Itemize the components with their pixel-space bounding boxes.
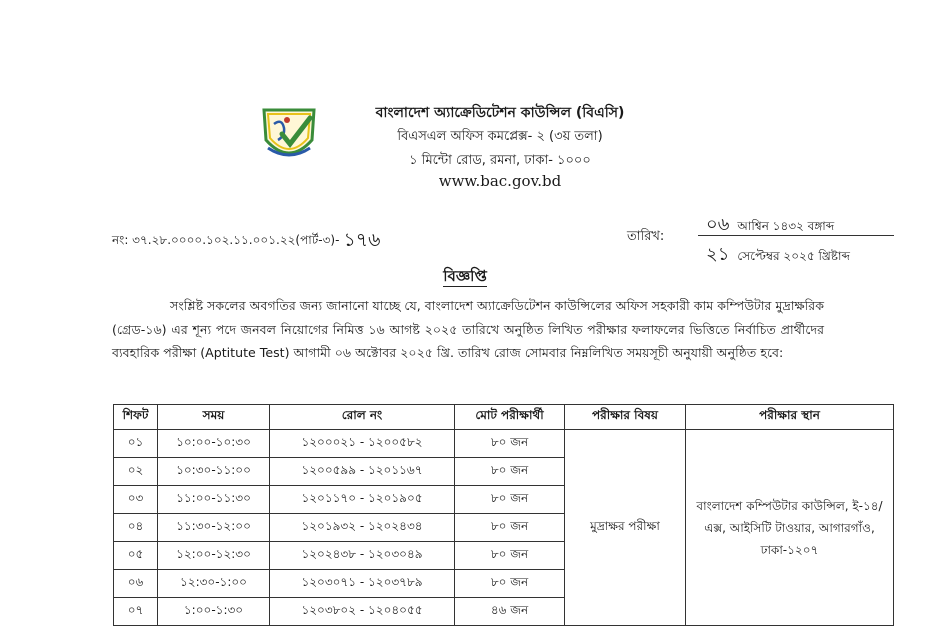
cell-subject: মুদ্রাক্ষর পরীক্ষা (565, 430, 686, 626)
cell-shift: ০২ (114, 458, 158, 486)
cell-roll: ১২০২৪৩৮ - ১২০৩০৪৯ (270, 542, 455, 570)
notice-title (0, 265, 930, 290)
bangla-date (706, 210, 834, 241)
cell-total: ৪৬ জন (455, 598, 565, 626)
cell-shift: ০৬ (114, 570, 158, 598)
cell-total: ৮০ জন (455, 486, 565, 514)
cell-roll: ১২০৩৮০২ - ১২০৪০৫৫ (270, 598, 455, 626)
cell-shift: ০৭ (114, 598, 158, 626)
header-subject: পরীক্ষার বিষয় (565, 405, 686, 430)
bangla-date-rest: আশ্বিন ১৪৩২ বঙ্গাব্দ (737, 219, 835, 233)
cell-time: ১০:০০-১০:৩০ (158, 430, 270, 458)
website-link[interactable]: www.bac.gov.bd (438, 172, 562, 190)
cell-shift: ০৫ (114, 542, 158, 570)
cell-shift: ০৪ (114, 514, 158, 542)
cell-roll: ১২০১৯৩২ - ১২০২৪৩৪ (270, 514, 455, 542)
date-divider (698, 235, 894, 236)
bangla-date-day: ০৬ (706, 214, 730, 235)
address-line-2: ১ মিন্টো রোড, রমনা, ঢাকা- ১০০০ (409, 153, 591, 168)
cell-roll: ১২০১১৭০ - ১২০১৯০৫ (270, 486, 455, 514)
schedule-table (113, 404, 894, 626)
cell-time: ১০:৩০-১১:০০ (158, 458, 270, 486)
cell-roll: ১২০০৫৯৯ - ১২০১১৬৭ (270, 458, 455, 486)
notice-paragraph: সংশ্লিষ্ট সকলের অবগতির জন্য জানানো যাচ্ছে যে, বাংলাদেশ অ্যাক্রেডিটেশন কাউন্সিলের অফিস সহকারী কাম কম্পিউটার মুদ্রাক্ষরিক (গ্রেড-১৬) এর শূন্য পদে জনবল নিয়োগের নিমিত্ত ১৬ আগষ্ট ২০২৫ তারিখে অনুষ্ঠিত লিখিত পরীক্ষার ফলাফলের ভিত্তিতে নির্বাচিত প্রার্থীদের ব্যবহারিক পরীক্ষা (Aptitute Test) আগামী ০৬ অক্টোবর ২০২৫ খ্রি. তারিখ রোজ সোমবার নিম্নলিখিত সময়সূচী অনুযায়ী অনুষ্ঠিত হবে: (112, 298, 825, 360)
header-shift: শিফট (114, 405, 158, 430)
memo-number-text: নং: ৩৭.২৮.০০০০.১০২.১১.০০১.২২(পার্ট-৩)- (112, 233, 340, 247)
cell-time: ১:০০-১:৩০ (158, 598, 270, 626)
header-total: মোট পরীক্ষার্থী (455, 405, 565, 430)
address-line-1: বিএসএল অফিস কমপ্লেক্স- ২ (৩য় তলা) (397, 129, 603, 144)
cell-total: ৮০ জন (455, 570, 565, 598)
cell-time: ১১:০০-১১:৩০ (158, 486, 270, 514)
org-name: বাংলাদেশ অ্যাক্রেডিটেশন কাউন্সিল (বিএসি) (375, 105, 625, 121)
notice-title-text: বিজ্ঞপ্তি (443, 267, 487, 285)
table-header-row (114, 405, 894, 430)
cell-time: ১১:৩০-১২:০০ (158, 514, 270, 542)
bac-logo (254, 100, 324, 170)
memo-handwritten-number: ১৭৬ (343, 229, 381, 251)
cell-roll: ১২০৩০৭১ - ১২০৩৭৮৯ (270, 570, 455, 598)
header-place: পরীক্ষার স্থান (686, 405, 894, 430)
table-row (114, 430, 894, 458)
date-label: তারিখ: (627, 229, 665, 244)
cell-roll: ১২০০০২১ - ১২০০৫৮২ (270, 430, 455, 458)
cell-time: ১২:০০-১২:৩০ (158, 542, 270, 570)
notice-body (112, 294, 824, 365)
cell-total: ৮০ জন (455, 430, 565, 458)
header-time: সময় (158, 405, 270, 430)
cell-total: ৮০ জন (455, 542, 565, 570)
cell-total: ৮০ জন (455, 458, 565, 486)
cell-time: ১২:৩০-১:০০ (158, 570, 270, 598)
cell-total: ৮০ জন (455, 514, 565, 542)
memo-number (112, 224, 380, 256)
cell-shift: ০৩ (114, 486, 158, 514)
header-roll: রোল নং (270, 405, 455, 430)
cell-shift: ০১ (114, 430, 158, 458)
english-date-rest: সেপ্টেম্বর ২০২৫ খ্রিষ্টাব্দ (737, 249, 850, 263)
cell-place: বাংলাদেশ কম্পিউটার কাউন্সিল, ই-১৪/এক্স, আইসিটি টাওয়ার, আগারগাঁও, ঢাকা-১২০৭ (686, 430, 894, 626)
english-date-day: ২১ (706, 244, 730, 265)
